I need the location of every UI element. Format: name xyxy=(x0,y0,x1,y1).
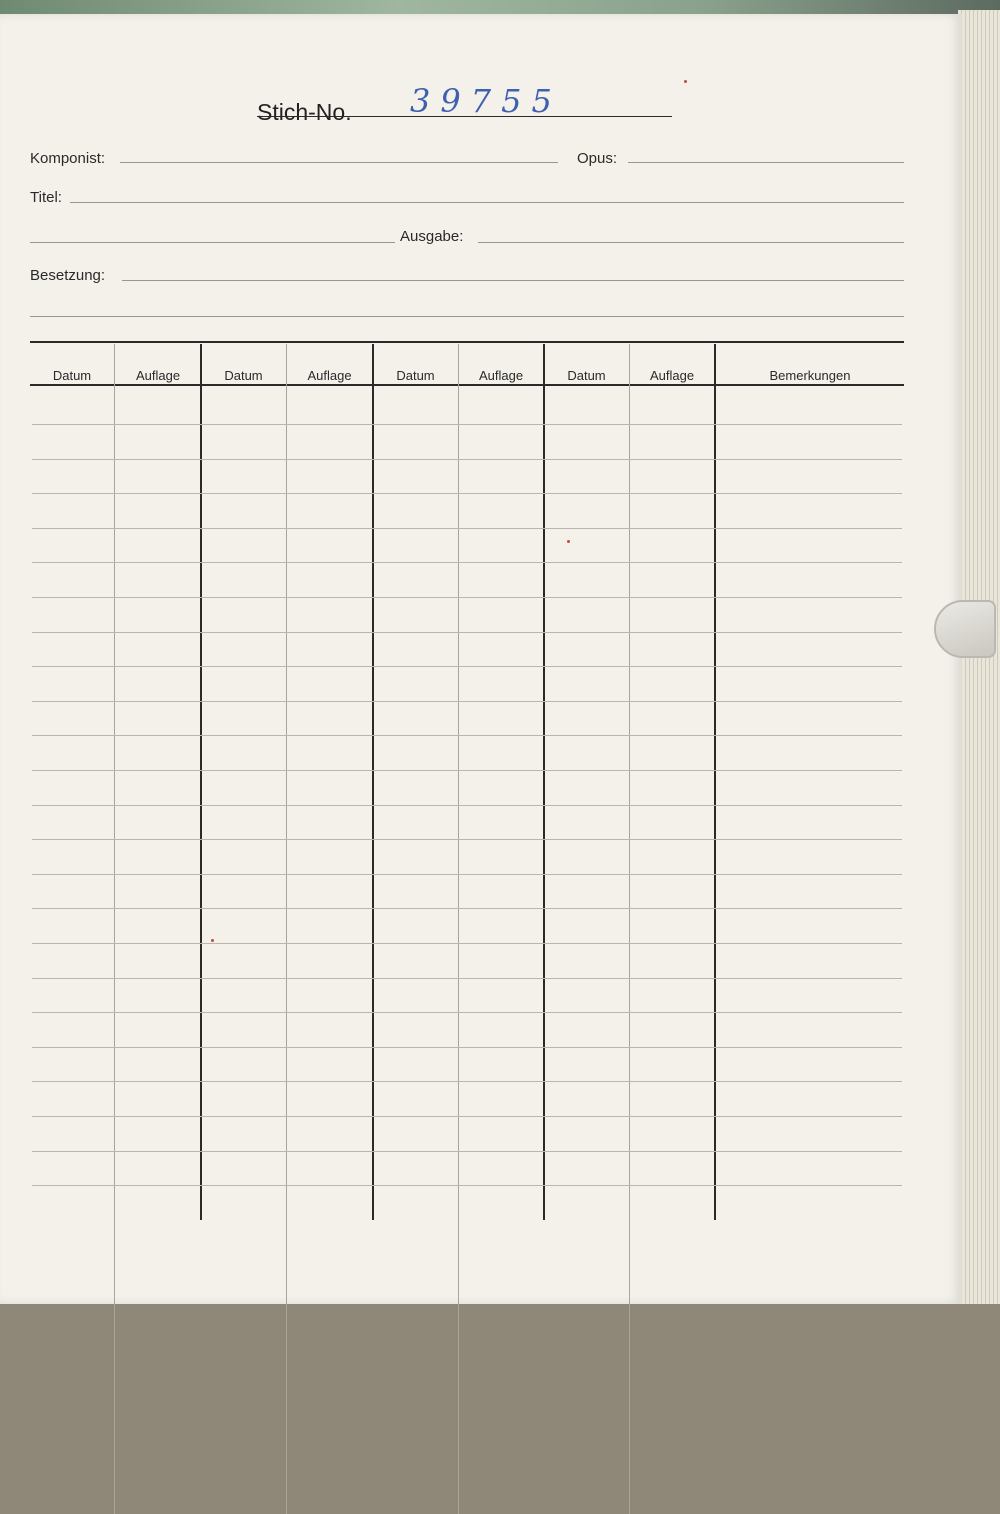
table-row-line xyxy=(32,1047,902,1048)
ausgabe-label: Ausgabe: xyxy=(400,228,464,245)
table-header-border xyxy=(30,384,904,386)
column-header-auflage-3: Auflage xyxy=(478,368,524,383)
paper-clip xyxy=(934,600,996,658)
besetzung-continuation-line xyxy=(30,316,904,317)
titel-line xyxy=(70,202,904,203)
table-row-line xyxy=(32,528,902,529)
table-row-line xyxy=(32,424,902,425)
column-divider xyxy=(629,344,630,1514)
column-divider-heavy xyxy=(200,344,202,1220)
column-divider xyxy=(286,344,287,1514)
paper-mark xyxy=(211,939,214,942)
column-header-auflage-2: Auflage xyxy=(307,368,352,383)
column-header-auflage-1: Auflage xyxy=(135,368,181,383)
table-row-line xyxy=(32,493,902,494)
table-row-line xyxy=(32,666,902,667)
titel-continuation-line xyxy=(30,242,395,243)
besetzung-line xyxy=(122,280,904,281)
table-row-line xyxy=(32,597,902,598)
stich-no-label: Stich-No. xyxy=(257,99,352,125)
column-divider xyxy=(114,344,115,1514)
column-header-datum-1: Datum xyxy=(52,368,92,383)
column-divider xyxy=(458,344,459,1514)
table-row-line xyxy=(32,562,902,563)
table-row-line xyxy=(32,1185,902,1186)
table-row-line xyxy=(32,978,902,979)
table-row-line xyxy=(32,459,902,460)
table-row-line xyxy=(32,1116,902,1117)
opus-label: Opus: xyxy=(577,150,618,167)
table-top-border xyxy=(30,341,904,343)
ausgabe-line xyxy=(478,242,904,243)
komponist-label: Komponist: xyxy=(30,150,106,167)
column-divider-heavy xyxy=(543,344,545,1220)
table-row-line xyxy=(32,839,902,840)
stich-no-value: 39755 xyxy=(410,82,562,120)
table-row-line xyxy=(32,1012,902,1013)
besetzung-label: Besetzung: xyxy=(30,267,106,284)
paper-mark xyxy=(684,80,687,83)
stich-no-underline xyxy=(257,116,672,117)
titel-label: Titel: xyxy=(30,189,62,206)
table-row-line xyxy=(32,1151,902,1152)
table-row-line xyxy=(32,805,902,806)
column-divider-heavy xyxy=(372,344,374,1220)
record-card xyxy=(0,14,962,1304)
table-row-line xyxy=(32,632,902,633)
table-row-line xyxy=(32,770,902,771)
paper-mark xyxy=(567,540,570,543)
komponist-line xyxy=(120,162,558,163)
table-row-line xyxy=(32,908,902,909)
opus-line xyxy=(628,162,904,163)
table-row-line xyxy=(32,1081,902,1082)
column-header-auflage-4: Auflage xyxy=(649,368,695,383)
column-header-datum-4: Datum xyxy=(567,368,606,383)
column-header-datum-3: Datum xyxy=(396,368,435,383)
table-row-line xyxy=(32,874,902,875)
table-row-line xyxy=(32,943,902,944)
table-row-line xyxy=(32,735,902,736)
column-divider-heavy xyxy=(714,344,716,1220)
column-header-bemerkungen: Bemerkungen xyxy=(769,368,851,383)
table-row-line xyxy=(32,701,902,702)
column-header-datum-2: Datum xyxy=(224,368,263,383)
